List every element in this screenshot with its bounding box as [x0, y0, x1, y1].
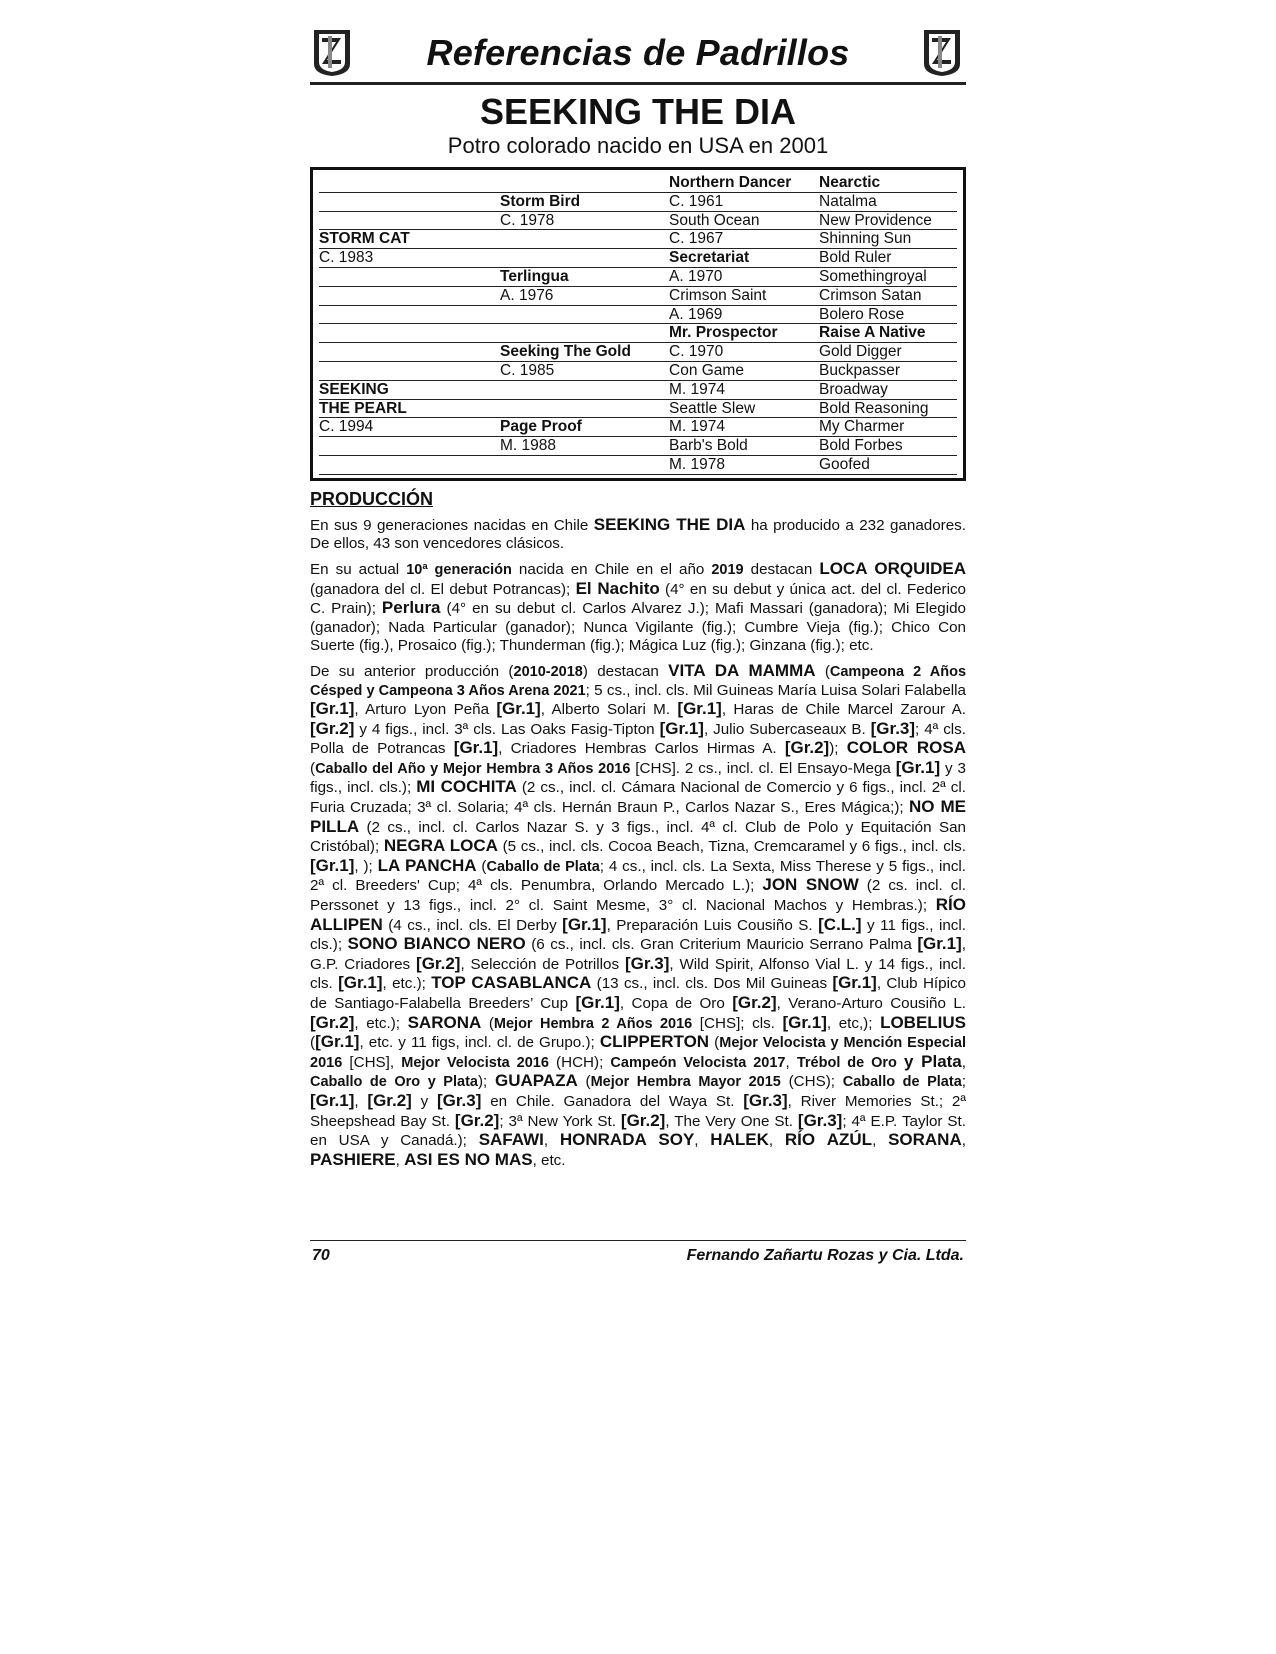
pedigree-cell: M. 1988	[500, 437, 669, 456]
pedigree-row	[319, 399, 957, 418]
text-segment: 10ª generación	[406, 561, 512, 578]
pedigree-cell: Northern Dancer	[669, 174, 819, 192]
text-segment: Mejor Velocista 2016	[401, 1054, 549, 1071]
pedigree-row	[319, 418, 957, 437]
horse-name-ref: HALEK	[710, 1130, 769, 1150]
grade-label: [Gr.2]	[620, 1110, 666, 1130]
grade-label: [Gr.3]	[870, 718, 916, 738]
pedigree-cell: Storm Bird	[500, 192, 669, 211]
pedigree-cell: Somethingroyal	[819, 267, 957, 286]
grade-label: [Gr.1]	[677, 699, 722, 719]
pedigree-cell: Bold Forbes	[819, 437, 957, 456]
text-segment: nacida en Chile en el año	[511, 560, 712, 578]
text-segment: , etc. y 11 figs, incl. cl. de Grupo.);	[359, 1034, 600, 1052]
text-segment: 2019	[711, 561, 744, 578]
text-segment: Mejor Velocista y Mención Especial 2016	[310, 1035, 967, 1071]
grade-label: [Gr.1]	[496, 699, 541, 719]
text-segment: ,	[961, 1053, 966, 1071]
pedigree-cell	[319, 455, 500, 474]
text-segment: , etc,);	[826, 1014, 881, 1032]
text-segment: ) destacan	[582, 662, 669, 680]
pedigree-cell: Shinning Sun	[819, 230, 957, 249]
pedigree-row	[319, 230, 957, 249]
horse-name-ref: CLIPPERTON	[599, 1032, 710, 1052]
text-segment: , River Memories St.; 2ª Sheepshead Bay St.	[310, 1092, 966, 1130]
text-segment: Campeón Velocista 2017	[610, 1054, 786, 1071]
text-segment: (4 cs., incl. cls. El Derby	[382, 916, 563, 934]
text-segment: (13 cs., incl. cls. Dos Mil Guineas	[591, 975, 833, 993]
pedigree-cell	[319, 324, 500, 343]
horse-subtitle: Potro colorado nacido en USA en 2001	[447, 133, 829, 158]
horse-name-ref: TOP CASABLANCA	[431, 973, 592, 993]
text-segment: , Club Hípico de Santiago-Falabella Breeders’ Cup	[310, 975, 966, 1012]
page-title: Referencias de Padrillos	[426, 32, 850, 73]
pedigree-cell: STORM CAT	[319, 230, 500, 249]
pedigree-row	[319, 455, 957, 474]
paragraph-current-generation	[310, 560, 966, 656]
pedigree-cell: THE PEARL	[319, 399, 500, 418]
grade-label: [Gr.1]	[917, 934, 962, 954]
text-segment: 2010-2018	[513, 663, 583, 680]
horse-name-ref: SAFAWI	[478, 1130, 544, 1150]
text-segment: Caballo del Año y Mejor Hembra 3 Años 2016	[315, 760, 631, 777]
text-segment: (6 cs., incl. cls. Gran Criterium Mauricio Serrano Palma	[525, 936, 918, 954]
horse-name-ref: MI COCHITA	[416, 777, 517, 797]
pedigree-cell: Secretariat	[669, 249, 819, 268]
text-segment: (	[310, 1034, 316, 1052]
grade-label: [Gr.1]	[832, 973, 877, 993]
text-segment: (CHS);	[780, 1073, 843, 1091]
pedigree-table	[310, 167, 966, 481]
text-segment: , etc.	[532, 1151, 566, 1169]
text-segment: , Arturo Lyon Peña	[354, 701, 497, 719]
grade-label: [Gr.2]	[310, 718, 355, 738]
text-segment: , Criadores Hembras Carlos Hirmas A.	[498, 740, 785, 758]
pedigree-cell: Natalma	[819, 192, 957, 211]
grade-label: [Gr.1]	[453, 738, 499, 758]
text-segment: , Selección de Potrillos	[460, 955, 625, 973]
section-title: PRODUCCIÓN	[310, 488, 434, 509]
pedigree-cell	[319, 267, 500, 286]
pedigree-cell: Con Game	[669, 361, 819, 380]
text-segment: y	[411, 1092, 437, 1110]
pedigree-cell: C. 1961	[669, 192, 819, 211]
pedigree-cell: A. 1970	[669, 267, 819, 286]
pedigree-cell: M. 1974	[669, 418, 819, 437]
pedigree-row	[319, 305, 957, 324]
pedigree-row	[319, 192, 957, 211]
paragraph-previous-production	[310, 662, 966, 1170]
pedigree-row	[319, 380, 957, 399]
horse-name-ref: HONRADA SOY	[559, 1130, 695, 1150]
page	[310, 20, 966, 1170]
text-segment: );	[829, 740, 847, 758]
pedigree-cell: Crimson Satan	[819, 286, 957, 305]
text-segment: Mejor Hembra Mayor 2015	[590, 1074, 781, 1091]
text-segment: (5 cs., incl. cls. Cocoa Beach, Tizna, Cremcaramel y 6 figs., incl. cls.	[497, 838, 966, 856]
paragraph-summary	[310, 516, 966, 554]
pedigree-cell: South Ocean	[669, 211, 819, 230]
pedigree-cell: Seeking The Gold	[500, 343, 669, 362]
text-segment: ha producido a 232 ganadores. De ellos, 43 son vencedores clásicos.	[310, 516, 966, 553]
pedigree-cell	[500, 230, 669, 249]
horse-name-ref: LOCA ORQUIDEA	[819, 558, 966, 578]
pedigree-row	[319, 267, 957, 286]
horse-name-ref: GUAPAZA	[494, 1071, 578, 1091]
grade-label: [Gr.1]	[562, 914, 607, 934]
grade-label: [Gr.3]	[797, 1110, 843, 1130]
text-segment: [CHS]; cls.	[692, 1014, 783, 1032]
text-segment: Caballo de Plata	[842, 1074, 962, 1091]
text-segment: ;	[961, 1073, 966, 1091]
text-segment: , etc.);	[354, 1014, 408, 1032]
grade-label: [Gr.2]	[310, 1012, 355, 1032]
text-segment: , Copa de Oro	[619, 995, 733, 1012]
page-footer	[310, 1240, 966, 1264]
text-segment: , Julio Subercaseaux B.	[703, 720, 871, 738]
text-segment: Caballo de Plata	[486, 858, 600, 875]
text-segment: , Wild Spirit, Alfonso Vial L. y 14 figs., incl. cls.	[310, 955, 966, 993]
text-segment: [CHS],	[342, 1053, 402, 1071]
pedigree-cell: SEEKING	[319, 380, 500, 399]
text-segment: y 3 figs., incl. cls.);	[310, 759, 966, 797]
pedigree-cell	[319, 361, 500, 380]
pedigree-cell: New Providence	[819, 211, 957, 230]
pedigree-cell	[500, 324, 669, 343]
horse-name-ref: COLOR ROSA	[846, 738, 966, 758]
grade-label: [Gr.3]	[743, 1090, 788, 1110]
text-segment: ,	[961, 1132, 966, 1150]
text-segment: , Preparación Luis Cousiño S.	[606, 916, 819, 934]
pedigree-cell: C. 1978	[500, 211, 669, 230]
text-segment: (2 cs., incl. cl. Carlos Nazar S. y 3 figs., incl. 4ª cl. Club de Polo y Equitación San Cristóbal);	[310, 818, 966, 856]
pedigree-cell: Crimson Saint	[669, 286, 819, 305]
grade-label: [Gr.1]	[782, 1012, 827, 1032]
grade-label: [Gr.1]	[659, 718, 704, 738]
text-segment: Caballo de Oro y Plata	[310, 1074, 478, 1091]
text-segment: ,	[785, 1053, 797, 1071]
text-segment: , G.P. Criadores	[310, 936, 966, 973]
pedigree-cell: Bold Reasoning	[819, 399, 957, 418]
pedigree-cell: Gold Digger	[819, 343, 957, 362]
grade-label: [Gr.1]	[315, 1032, 360, 1052]
text-segment: ; 4 cs., incl. cls. La Sexta, Miss Therese y 5 figs., incl. 2ª cl. Breeders' Cup; 4ª cls. Penumbra, Orlando Mercado L.);	[310, 857, 967, 895]
grade-label: [Gr.2]	[367, 1090, 412, 1110]
grade-label: [Gr.2]	[784, 738, 830, 758]
horse-name-ref: NO ME PILLA	[310, 797, 966, 836]
pedigree-cell: Barb's Bold	[669, 437, 819, 456]
horse-name-ref: y Plata	[904, 1051, 962, 1071]
text-segment: (	[481, 1014, 494, 1032]
pedigree-cell	[319, 211, 500, 230]
pedigree-cell: M. 1974	[669, 380, 819, 399]
text-segment: ,	[872, 1132, 889, 1150]
pedigree-cell: Terlingua	[500, 267, 669, 286]
text-segment: ; 4ª E.P. Taylor St. en USA y Canadá.);	[310, 1112, 966, 1150]
grade-label: [Gr.2]	[732, 993, 777, 1012]
text-segment: ; 3ª New York St.	[499, 1112, 621, 1130]
pedigree-cell: Page Proof	[500, 418, 669, 437]
horse-name-ref: SEEKING THE DIA	[593, 514, 746, 534]
pedigree-cell	[500, 174, 669, 192]
horse-name: SEEKING THE DIA	[479, 91, 797, 132]
text-segment: (HCH);	[548, 1053, 611, 1071]
text-segment: (	[310, 759, 316, 777]
horse-name-ref: RÍO ALLIPEN	[310, 895, 966, 934]
horse-name-ref: PASHIERE	[310, 1149, 396, 1169]
pedigree-row	[319, 174, 957, 192]
text-segment: (ganadora del cl. El debut Potrancas);	[310, 580, 576, 598]
horse-name-ref: LOBELIUS	[880, 1012, 967, 1032]
page-number: 70	[312, 1247, 330, 1264]
pedigree-row	[319, 286, 957, 305]
logo-icon	[920, 26, 966, 78]
grade-label: [Gr.2]	[416, 953, 461, 973]
text-segment: ,	[694, 1132, 711, 1150]
text-segment: En sus 9 generaciones nacidas en Chile	[310, 516, 594, 534]
text-segment	[897, 1054, 904, 1071]
pedigree-cell	[319, 437, 500, 456]
pedigree-cell: C. 1967	[669, 230, 819, 249]
grade-label: [Gr.1]	[310, 855, 355, 875]
horse-name-ref: SORANA	[888, 1130, 962, 1150]
pedigree-cell	[319, 343, 500, 362]
pedigree-cell: Goofed	[819, 455, 957, 474]
grade-label: [Gr.3]	[624, 953, 670, 973]
text-segment: ,	[768, 1132, 785, 1150]
pedigree-cell: Buckpasser	[819, 361, 957, 380]
pedigree-cell: Broadway	[819, 380, 957, 399]
pedigree-cell: A. 1976	[500, 286, 669, 305]
text-segment: ,	[543, 1132, 560, 1150]
horse-name-ref: ASI ES NO MAS	[404, 1149, 533, 1169]
text-segment: , etc.);	[382, 975, 432, 993]
pedigree-cell: Bolero Rose	[819, 305, 957, 324]
pedigree-cell: My Charmer	[819, 418, 957, 437]
text-segment: En su actual	[310, 560, 407, 578]
horse-name-ref: Perlura	[381, 598, 441, 618]
pedigree-cell: Mr. Prospector	[669, 324, 819, 343]
horse-name-ref: SARONA	[407, 1012, 482, 1032]
horse-name-ref: JON SNOW	[762, 875, 859, 895]
horse-name-ref: El Nachito	[575, 578, 660, 598]
pedigree-cell: Seattle Slew	[669, 399, 819, 418]
text-segment: y 4 figs., incl. 3ª cls. Las Oaks Fasig-Tipton	[354, 720, 660, 738]
grade-label: [Gr.1]	[895, 757, 941, 777]
text-segment: De su anterior producción (	[310, 662, 514, 680]
text-segment: ,	[354, 1092, 368, 1110]
pedigree-row	[319, 324, 957, 343]
pedigree-cell: Bold Ruler	[819, 249, 957, 268]
horse-name-ref: NEGRA LOCA	[383, 836, 498, 856]
text-segment: (	[709, 1034, 720, 1052]
grade-label: [Gr.1]	[575, 993, 620, 1012]
pedigree-row	[319, 249, 957, 268]
grade-label: [Gr.1]	[310, 699, 355, 719]
pedigree-row	[319, 437, 957, 456]
grade-label: [Gr.1]	[310, 1090, 355, 1110]
pedigree-cell: Nearctic	[819, 174, 957, 192]
pedigree-cell	[500, 305, 669, 324]
text-segment: (	[577, 1073, 591, 1091]
text-segment: (2 cs. incl. cl. Perssonet y 13 figs., incl. 2° cl. Saint Mesme, 3° cl. Nacional Machos y Hembras.);	[310, 877, 966, 915]
text-segment: Campeona 2 Años Césped y Campeona 3 Años Arena 2021	[310, 663, 967, 699]
text-segment: (4° en su debut y única act. del cl. Federico C. Prain);	[310, 580, 967, 618]
pedigree-cell	[500, 249, 669, 268]
pedigree-cell: M. 1978	[669, 455, 819, 474]
pedigree-cell: Raise A Native	[819, 324, 957, 343]
text-segment: , );	[354, 857, 378, 875]
text-segment: , Haras de Chile Marcel Zarour A.	[721, 701, 966, 719]
pedigree-cell	[500, 455, 669, 474]
text-segment: );	[477, 1073, 495, 1091]
pedigree-cell: C. 1970	[669, 343, 819, 362]
pedigree-row	[319, 343, 957, 362]
grade-label: [Gr.3]	[437, 1090, 482, 1110]
text-segment: destacan	[743, 560, 820, 578]
company-name: Fernando Zañartu Rozas y Cia. Ltda.	[686, 1247, 964, 1264]
pedigree-cell: C. 1994	[319, 418, 500, 437]
text-segment: en Chile. Ganadora del Waya St.	[481, 1092, 744, 1110]
pedigree-row	[319, 361, 957, 380]
pedigree-cell	[500, 380, 669, 399]
text-segment: Trébol de Oro	[796, 1054, 897, 1071]
horse-name-ref: LA PANCHA	[377, 855, 477, 875]
text-segment: (	[815, 662, 830, 680]
text-segment: y 11 figs., incl. cls.);	[310, 916, 966, 954]
pedigree-cell	[319, 174, 500, 192]
text-segment: (2 cs., incl. cl. Cámara Nacional de Comercio y 6 figs., incl. 2ª cl. Furia Cruzada; 3ª cl. Solaria; 4ª cls. Hernán Braun P., Carlos Nazar S., Eres Mágica;);	[310, 779, 966, 817]
pedigree-cell: C. 1985	[500, 361, 669, 380]
text-segment: ,	[395, 1151, 405, 1169]
text-segment: Mejor Hembra 2 Años 2016	[493, 1015, 693, 1032]
pedigree-row	[319, 211, 957, 230]
pedigree-cell	[319, 305, 500, 324]
horse-name-ref: RÍO AZÚL	[784, 1130, 873, 1150]
grade-label: [Gr.1]	[338, 973, 383, 993]
page-header	[310, 20, 966, 85]
horse-name-ref: VITA DA MAMMA	[668, 660, 816, 680]
text-segment: ; 4ª cls. Polla de Potrancas	[310, 720, 966, 758]
text-segment: [CHS]. 2 cs., incl. cl. El Ensayo-Mega	[630, 759, 896, 777]
text-segment: , The Very One St.	[665, 1112, 798, 1130]
pedigree-cell: A. 1969	[669, 305, 819, 324]
text-segment: (4° en su debut cl. Carlos Alvarez J.); Mafi Massari (ganadora); Mi Elegido (ganador); Nada Particular (ganador); Nunca Vigilante (fig.); Cumbre Vieja (fig.); Chico Con Suerte (fig.), Prosaico (fig.); Thunderman (fig.); Mágica Luz (fig.); Ginzana (fig.); etc.	[310, 600, 967, 655]
horse-name-ref: SONO BIANCO NERO	[347, 934, 526, 954]
text-segment: , Verano-Arturo Cousiño L.	[776, 995, 966, 1012]
grade-label: [Gr.2]	[454, 1110, 500, 1130]
pedigree-cell	[319, 286, 500, 305]
grade-label: [C.L.]	[818, 914, 862, 934]
pedigree-cell: C. 1983	[319, 249, 500, 268]
text-segment: , Alberto Solari M.	[540, 701, 678, 719]
pedigree-cell	[319, 192, 500, 211]
text-segment: (	[476, 857, 487, 875]
pedigree-cell	[500, 399, 669, 418]
text-segment: ; 5 cs., incl. cls. Mil Guineas María Luisa Solari Falabella	[585, 681, 966, 699]
